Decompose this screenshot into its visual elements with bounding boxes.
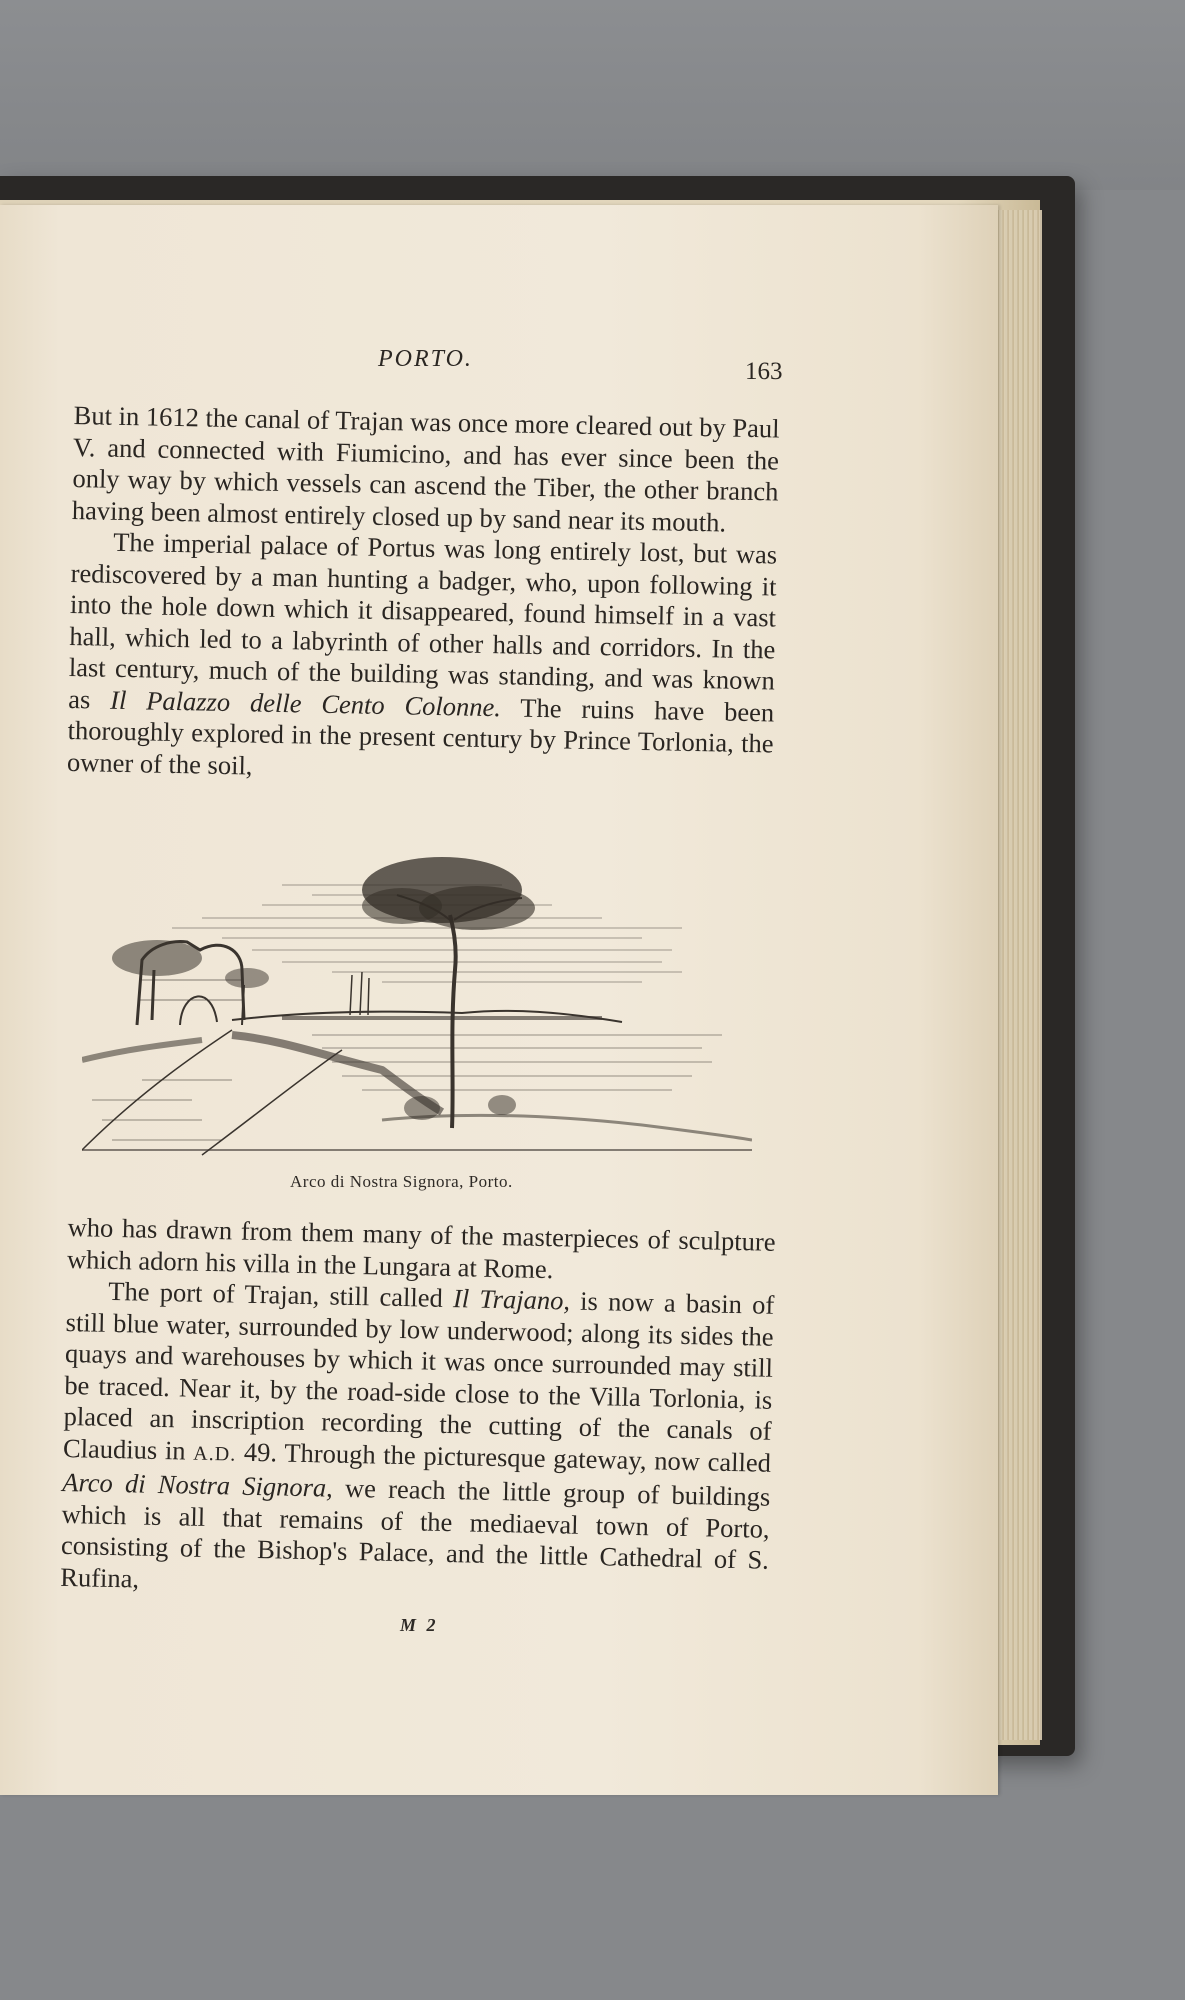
text-run: we reach the little group of buildings which is all that remains of the mediaeval town of Porto, consisting of the Bishop's Palace, and the little Cathedral of S. Rufina, bbox=[60, 1472, 771, 1594]
running-title: PORTO. bbox=[378, 346, 473, 372]
small-caps-date: A.D. bbox=[193, 1442, 237, 1466]
paragraph bbox=[60, 1275, 775, 1608]
figure-caption: Arco di Nostra Signora, Porto. bbox=[290, 1172, 513, 1191]
text-run: The ruins have been thoroughly explored in the present century by Prince Torlonia, the owner of the soil, bbox=[66, 691, 775, 780]
photo-backdrop bbox=[0, 0, 1185, 190]
paragraph bbox=[67, 526, 778, 792]
engraving-illustration bbox=[82, 850, 752, 1160]
italic-text: Il Palazzo delle Cento Colonne. bbox=[109, 684, 502, 722]
text-run: The imperial palace of Portus was long entirely lost, but was rediscovered by a man hunting a badger, who, upon following it into the hole down which it disappeared, found himself in a vast hall, which led to a labyrinth of other halls and corridors. In the last century, much of the building was standing, and was known as bbox=[67, 526, 778, 715]
italic-text: Il Trajano, bbox=[452, 1283, 571, 1316]
paragraph: who has drawn from them many of the masterpieces of sculpture which adorn his villa in the Lungara at Rome. bbox=[66, 1212, 776, 1284]
page-number: 163 bbox=[745, 358, 783, 385]
text-run: is now a basin of still blue water, surrounded by low underwood; along its sides the quays and warehouses by which it was once surrounded may still be traced. Near it, by the road-side close to the Villa Torlonia, is placed an inscription recording the cutting of the canals of Claudius in bbox=[62, 1285, 775, 1466]
text-block-upper bbox=[67, 400, 780, 791]
signature-mark: M 2 bbox=[400, 1615, 439, 1635]
text-run: 49. Through the picturesque gateway, now called bbox=[235, 1436, 772, 1478]
italic-text: Arco di Nostra Signora, bbox=[62, 1466, 334, 1503]
text-run: The port of Trajan, still called bbox=[108, 1275, 454, 1314]
text-block-lower bbox=[60, 1212, 776, 1608]
paragraph: But in 1612 the canal of Trajan was once more cleared out by Paul V. and connected with Fiumicino, and has ever since been the only way by which vessels can ascend the Tiber, the other branch having been almost entirely closed up by sand near its mouth. bbox=[71, 400, 780, 538]
